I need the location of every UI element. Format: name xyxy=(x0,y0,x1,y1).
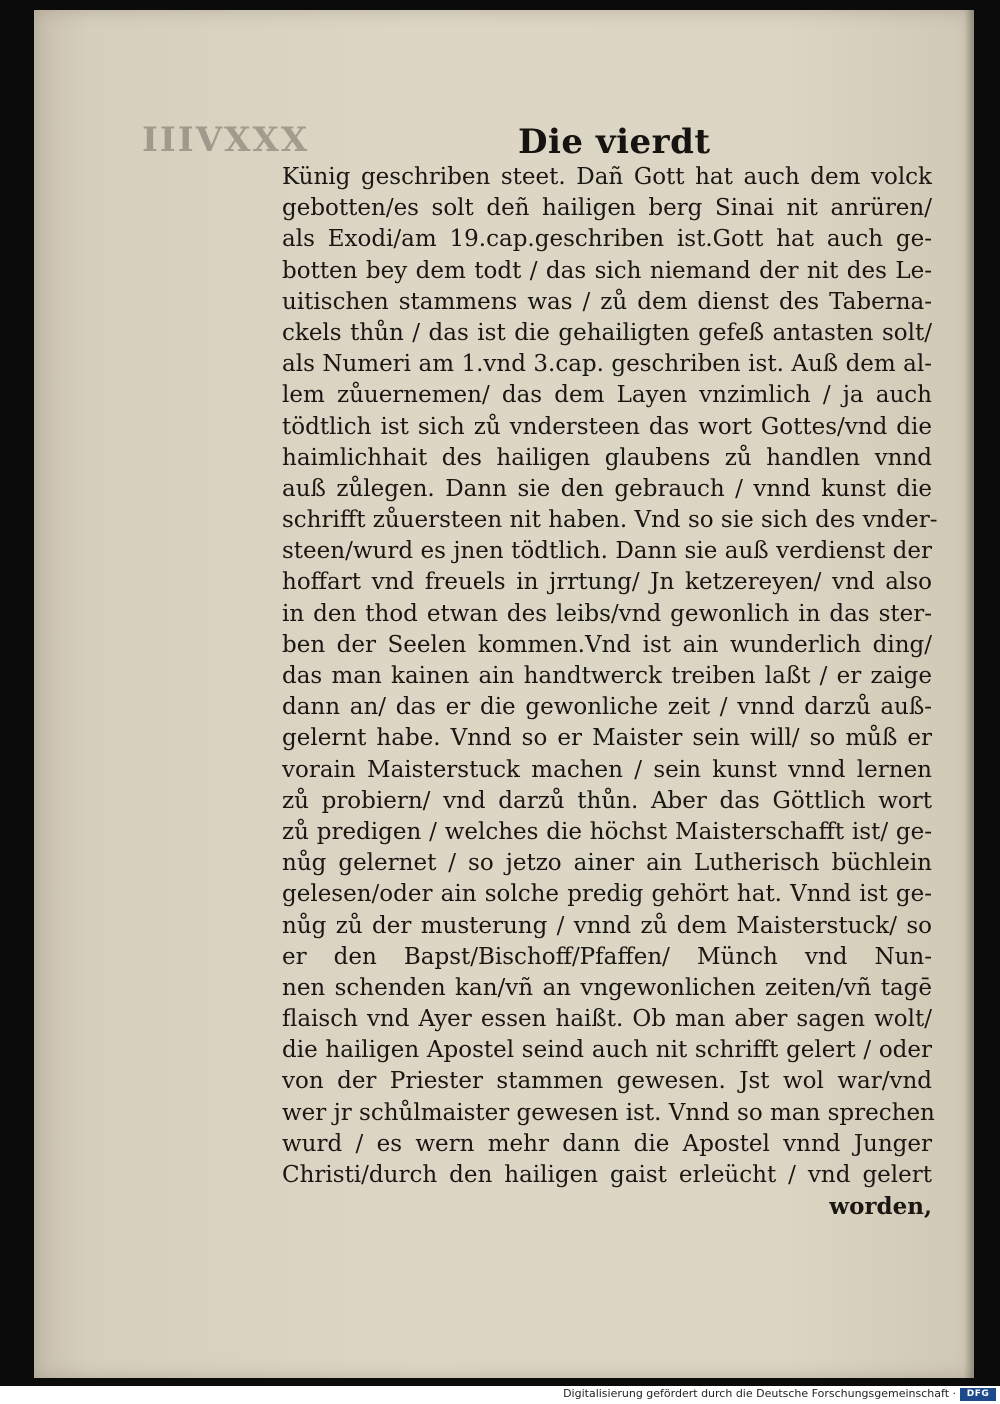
text-line: zů probiern/ vnd darzů thůn. Aber das Göttlich wort xyxy=(282,787,932,814)
text-line: wurd / es wern mehr dann die Apostel vnnd Junger xyxy=(282,1130,932,1157)
running-head: Die vierdt xyxy=(518,122,711,162)
text-line: vorain Maisterstuck machen / sein kunst vnnd lernen xyxy=(282,756,932,783)
text-line: gelernt habe. Vnnd so er Maister sein will/ so můß er xyxy=(282,725,932,752)
text-line: die hailigen Apostel seind auch nit schrifft gelert / oder xyxy=(282,1037,932,1064)
page-edge-shadow xyxy=(964,10,974,1378)
text-line: haimlichhait des hailigen glaubens zů handlen vnnd xyxy=(282,444,932,471)
text-line: gebotten/es solt deñ hailigen berg Sinai nit anrüren/ xyxy=(282,195,932,222)
text-line: steen/wurd es jnen tödtlich. Dann sie auß verdienst der xyxy=(282,538,932,565)
text-line: schrifft zůuersteen nit haben. Vnd so sie sich des vnder‑ xyxy=(282,507,938,534)
text-line: er den Bapst/Bischoff/Pfaffen/ Münch vnd Nun‑ xyxy=(282,943,932,970)
text-line: dann an/ das er die gewonliche zeit / vnnd darzů auß‑ xyxy=(282,694,932,721)
text-line: flaisch vnd Ayer essen haißt. Ob man aber sagen wolt/ xyxy=(282,1006,932,1033)
text-line: ckels thůn / das ist die gehailigten gefeß antasten solt/ xyxy=(282,319,932,346)
text-line: zů predigen / welches die höchst Maisterschafft ist/ ge‑ xyxy=(282,818,932,845)
text-line: ben der Seelen kommen.Vnd ist ain wunderlich ding/ xyxy=(282,631,932,658)
text-line: nůg gelernet / so jetzo ainer ain Lutherisch büchlein xyxy=(282,850,932,877)
text-line: hoffart vnd freuels in jrrtung/ Jn ketzereyen/ vnd also xyxy=(282,569,932,596)
body-text xyxy=(282,162,938,1222)
text-line: Christi/durch den hailigen gaist erleücht / vnd gelert xyxy=(282,1162,932,1188)
text-line: als Numeri am 1.vnd 3.cap. geschriben ist. Auß dem al‑ xyxy=(282,351,932,378)
dfg-logo: DFG xyxy=(960,1388,996,1401)
text-line: lem zůuernemen/ das dem Layen vnzimlich / ja auch xyxy=(282,382,932,409)
text-line: das man kainen ain handtwerck treiben laßt / er zaige xyxy=(282,663,932,689)
text-line: uitischen stammens was / zů dem dienst des Taberna‑ xyxy=(282,288,932,315)
folio-number: IIIVXXX xyxy=(142,120,310,160)
digitization-credit: Digitalisierung gefördert durch die Deutsche Forschungsgemeinschaft · xyxy=(563,1387,956,1400)
text-line: als Exodi/am 19.cap.geschriben ist.Gott hat auch ge‑ xyxy=(282,226,932,253)
text-line: von der Priester stammen gewesen. Jst wol war/vnd xyxy=(282,1068,932,1095)
text-line: auß zůlegen. Dann sie den gebrauch / vnnd kunst die xyxy=(282,475,932,502)
text-line: worden, xyxy=(829,1193,932,1221)
text-line: Künig geschriben steet. Dañ Gott hat auch dem volck xyxy=(282,164,932,190)
text-line: nen schenden kan/vñ an vngewonlichen zeiten/vñ tagē xyxy=(282,974,932,1001)
text-line: in den thod etwan des leibs/vnd gewonlich in das ster‑ xyxy=(282,600,932,627)
text-line: botten bey dem todt / das sich niemand der nit des Le‑ xyxy=(282,257,932,284)
text-line: tödtlich ist sich zů vndersteen das wort Gottes/vnd die xyxy=(282,413,932,440)
text-line: gelesen/oder ain solche predig gehört hat. Vnnd ist ge‑ xyxy=(282,881,932,908)
text-line: nůg zů der musterung / vnnd zů dem Maisterstuck/ so xyxy=(282,912,932,939)
text-line: wer jr schůlmaister gewesen ist. Vnnd so man sprechen xyxy=(282,1099,935,1126)
